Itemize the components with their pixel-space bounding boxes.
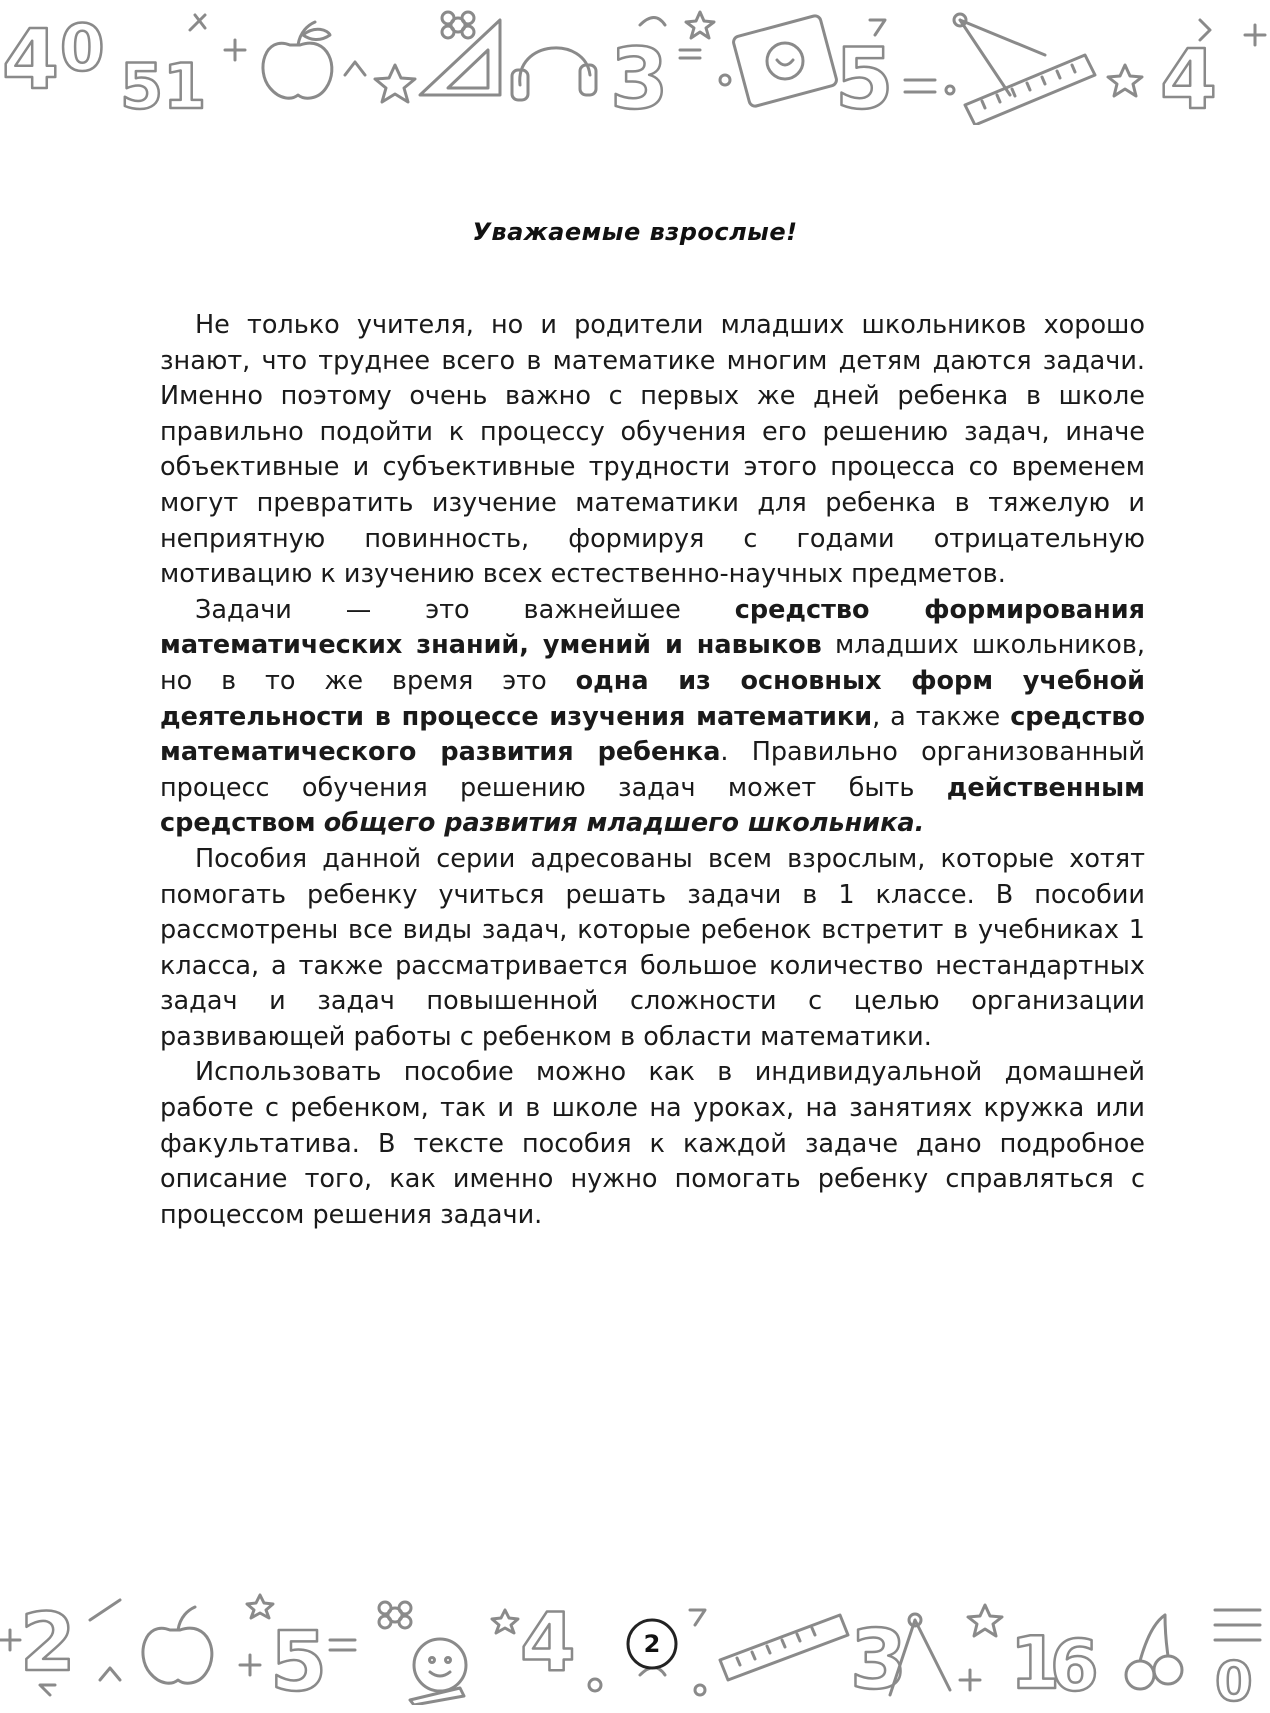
svg-text:0: 0 (1215, 1650, 1253, 1705)
svg-text:6: 6 (1050, 1625, 1099, 1705)
paragraph-intro (160, 308, 1145, 593)
star-icon (375, 12, 1142, 102)
ruler-icon (720, 1615, 848, 1680)
compass-icon (954, 14, 1045, 95)
svg-text:4: 4 (2, 13, 60, 108)
equals-icon (680, 50, 935, 92)
page-title: Уважаемые взрослые! (472, 218, 798, 246)
decor-small-marks (190, 15, 1210, 94)
plus-icon (225, 25, 1265, 60)
headphones-icon (512, 48, 596, 100)
body-text (160, 308, 1145, 1233)
smiley-icon (414, 1639, 466, 1691)
svg-text:1: 1 (1010, 1621, 1061, 1705)
apple-icon (263, 22, 332, 98)
cherry-icon (1126, 1615, 1182, 1689)
text-run (316, 808, 324, 838)
svg-text:5: 5 (835, 30, 894, 125)
text-run: Пособия данной серии адресованы всем взрослым, которые хотят помогать ребенку учиться решать задачи в 1 классе. В пособии рассмотрены все виды задач, которые ребенок встретит в учебниках 1 класса, а также рассматривается большое количество нестандартных задач и задач повышенной сложности с целью организации развивающей работы с ребенком в области математики. (160, 843, 1145, 1052)
text-run: младших школьников, но в то же время это (160, 630, 1145, 696)
svg-text:3: 3 (850, 1613, 908, 1705)
text-run: . Правильно организованный процесс обучения решению задач может быть (160, 737, 1145, 803)
emphasis-italic-text: общего развития младшего школьника. (323, 808, 925, 839)
page-number: 2 (643, 1630, 661, 1658)
emphasis-text: одна из основных форм учебной деятельности в процессе изучения математики (160, 665, 1146, 732)
banknote-icon (732, 15, 838, 108)
emphasis-text: средство математического развития ребенка (160, 701, 1145, 768)
svg-text:5: 5 (270, 1615, 328, 1705)
top-decorative-border (0, 0, 1270, 125)
svg-text:4: 4 (520, 1596, 576, 1689)
text-run: , а также (872, 701, 1011, 732)
ruler-icon (965, 55, 1095, 125)
text-run: Задачи — это важнейшее (195, 594, 735, 625)
svg-text:4: 4 (1160, 33, 1218, 125)
flower-icon (442, 12, 474, 38)
svg-text:3: 3 (610, 30, 669, 125)
flower-icon (379, 1602, 411, 1628)
emphasis-text: средство формирования математических знаний, умений и навыков (160, 594, 1146, 661)
text-run: Использовать пособие можно как в индивидуальной домашней работе с ребенком, так и в школе на уроках, на занятиях кружка или факультатива. В тексте пособия к каждой задаче дано подробное описание того, как именно нужно помогать ребенку справляться с процессом решения задачи. (160, 1057, 1145, 1230)
svg-text:51: 51 (120, 50, 207, 123)
apple-icon (143, 1607, 212, 1683)
decor-outline-digits (2, 12, 1217, 125)
decor-small-marks (40, 1600, 705, 1695)
svg-text:2: 2 (20, 1596, 76, 1689)
paragraph-series-audience (160, 842, 1145, 1056)
emphasis-text: действенным средством (160, 772, 1145, 839)
paragraph-tasks-importance (160, 593, 1145, 842)
svg-text:0: 0 (60, 12, 105, 86)
paragraph-usage (160, 1055, 1145, 1233)
text-run: Не только учителя, но и родители младших школьников хорошо знают, что труднее всего в математике многим детям даются задачи. Именно поэтому очень важно с первых же дней ребенка в школе правильно подойти к процессу обучения его решению задач, иначе объективные и субъективные трудности этого процесса со временем могут превратить изучение математики для ребенка в тяжелую и неприятную повинность, формируя с годами отрицательную мотивацию к изучению всех естественно-научных предметов. (160, 310, 1145, 590)
equals-icon (330, 1610, 1260, 1650)
